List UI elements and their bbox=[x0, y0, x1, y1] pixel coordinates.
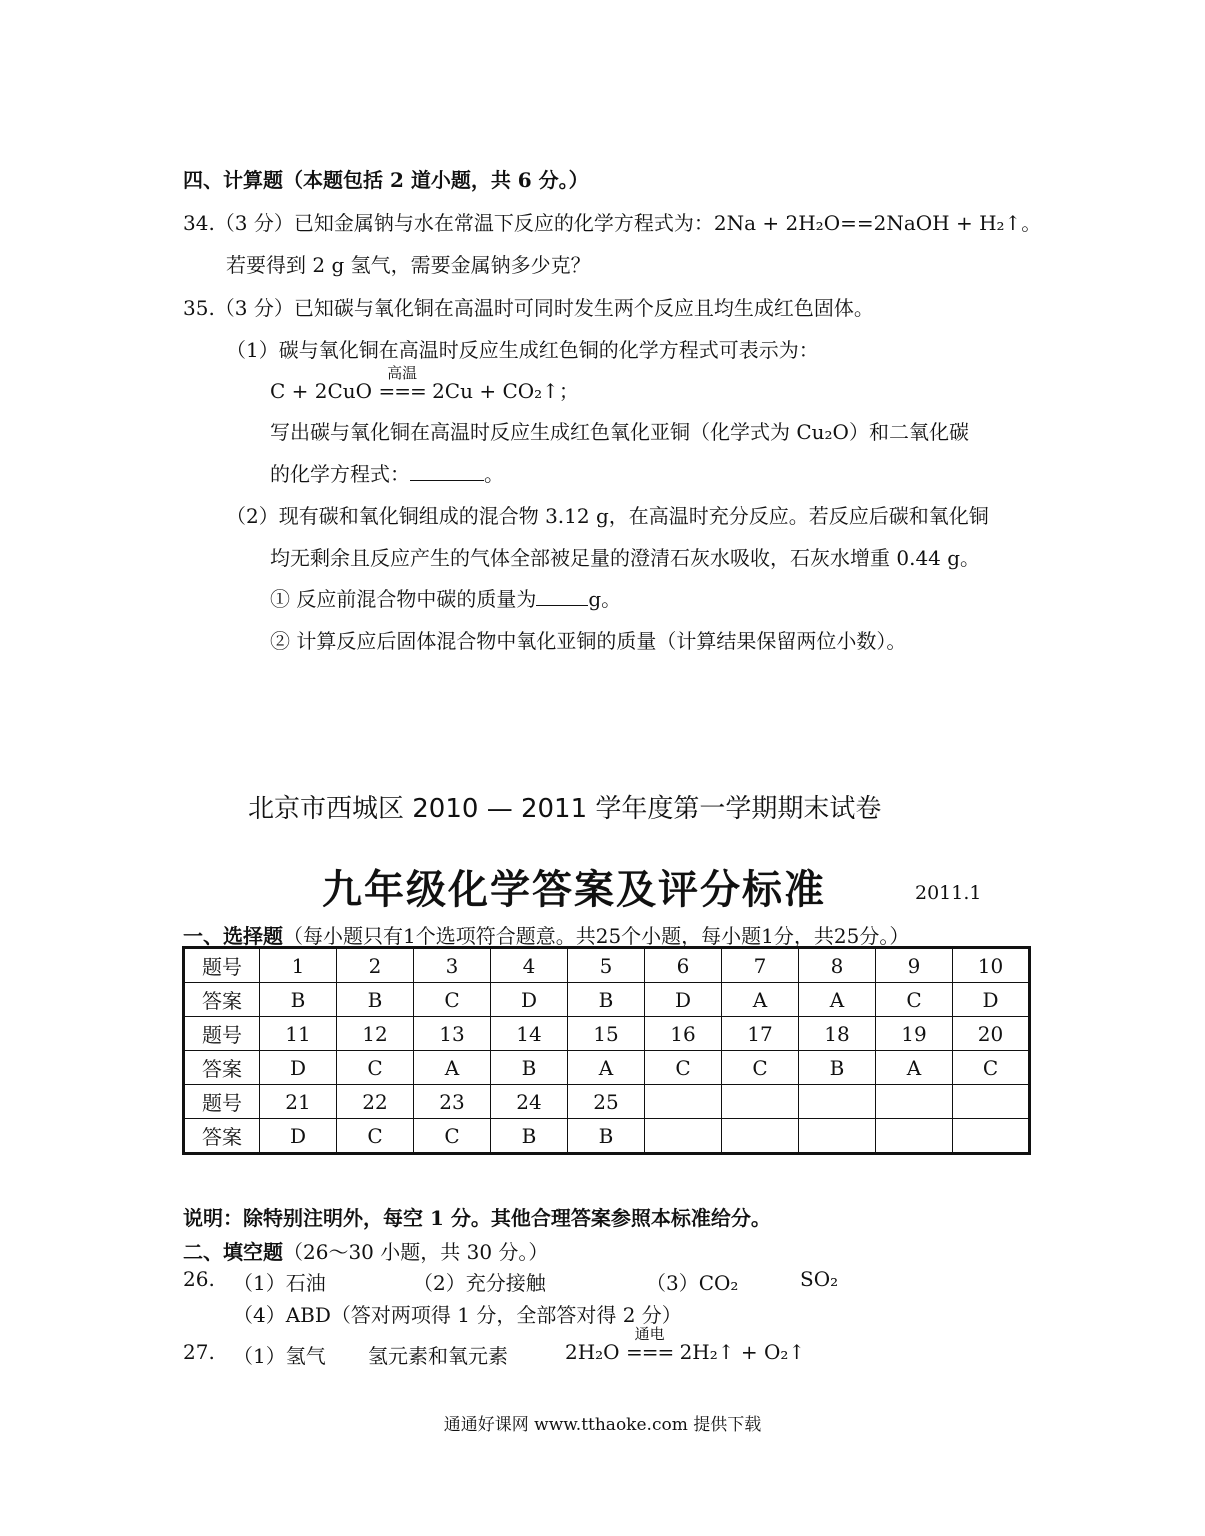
q35-sub1-line4-text: 的化学方程式： bbox=[270, 462, 410, 486]
answer-cell: B bbox=[568, 983, 645, 1017]
equation-right: 2H₂↑ + O₂↑ bbox=[673, 1340, 806, 1364]
q35-equation bbox=[270, 364, 579, 404]
section2-heading bbox=[183, 1236, 548, 1265]
question-number: 20 bbox=[953, 1017, 1030, 1051]
answer-blank bbox=[410, 460, 484, 481]
q35-sub1-line4-end: 。 bbox=[484, 462, 504, 486]
question-number: 25 bbox=[568, 1085, 645, 1119]
answer-cell: D bbox=[260, 1051, 337, 1085]
answer-cell: A bbox=[876, 1051, 953, 1085]
answer-cell: C bbox=[337, 1051, 414, 1085]
question-number: 14 bbox=[491, 1017, 568, 1051]
question-number: 12 bbox=[337, 1017, 414, 1051]
answer-cell: A bbox=[414, 1051, 491, 1085]
answer-blank bbox=[536, 585, 588, 606]
section1-heading bbox=[183, 920, 909, 949]
answer-key-title: 九年级化学答案及评分标准 bbox=[322, 867, 826, 913]
answer-cell bbox=[953, 1119, 1030, 1154]
question-number: 19 bbox=[876, 1017, 953, 1051]
q35-item1 bbox=[270, 583, 621, 612]
equation-sign: === bbox=[378, 379, 426, 403]
q26-answer-3b: SO₂ bbox=[800, 1267, 839, 1291]
answer-cell: A bbox=[722, 983, 799, 1017]
answer-cell: D bbox=[491, 983, 568, 1017]
answer-cell: B bbox=[260, 983, 337, 1017]
section2-label: 二、填空题 bbox=[183, 1240, 283, 1264]
table-row bbox=[184, 983, 1030, 1017]
q26-answer-2: （2）充分接触 bbox=[413, 1271, 546, 1295]
question-number: 15 bbox=[568, 1017, 645, 1051]
question-number: 10 bbox=[953, 948, 1030, 983]
question-number: 5 bbox=[568, 948, 645, 983]
row-label: 答案 bbox=[184, 1119, 260, 1154]
question-number: 21 bbox=[260, 1085, 337, 1119]
table-row bbox=[184, 1085, 1030, 1119]
q26-number: 26. bbox=[183, 1267, 215, 1291]
condition-label: 高温 bbox=[387, 364, 418, 382]
q35-item1-end: g。 bbox=[588, 587, 622, 611]
table-row bbox=[184, 948, 1030, 983]
condition-label: 通电 bbox=[634, 1325, 665, 1343]
q27-equation bbox=[565, 1325, 806, 1364]
q35-sub1-line4 bbox=[270, 458, 504, 487]
page-footer: 通通好课网 www.tthaoke.com 提供下载 bbox=[443, 1415, 762, 1435]
section-heading-calc: 四、计算题（本题包括 2 道小题，共 6 分。） bbox=[183, 168, 589, 192]
question-number: 24 bbox=[491, 1085, 568, 1119]
q35-sub2-line1: （2）现有碳和氧化铜组成的混合物 3.12 g，在高温时充分反应。若反应后碳和氧化铜 bbox=[226, 504, 989, 528]
q35-sub1-line3: 写出碳与氧化铜在高温时反应生成红色氧化亚铜（化学式为 Cu₂O）和二氧化碳 bbox=[270, 420, 969, 444]
answer-cell bbox=[799, 1119, 876, 1154]
q26-answer-3: （3）CO₂ bbox=[646, 1271, 739, 1295]
row-label: 题号 bbox=[184, 1085, 260, 1119]
answer-cell bbox=[876, 1119, 953, 1154]
equation-right: 2Cu + CO₂↑； bbox=[425, 379, 579, 403]
section1-desc: （每小题只有1个选项符合题意。共25个小题，每小题1分，共25分。） bbox=[283, 924, 910, 948]
question-number: 2 bbox=[337, 948, 414, 983]
answer-cell: C bbox=[645, 1051, 722, 1085]
equation-left: 2H₂O bbox=[565, 1340, 626, 1364]
question-number: 9 bbox=[876, 948, 953, 983]
q34-line2: 若要得到 2 g 氢气，需要金属钠多少克？ bbox=[226, 253, 591, 277]
scoring-note: 说明：除特别注明外，每空 1 分。其他合理答案参照本标准给分。 bbox=[183, 1206, 771, 1230]
q26-answer-4: （4）ABD（答对两项得 1 分，全部答对得 2 分） bbox=[233, 1303, 682, 1327]
question-number: 4 bbox=[491, 948, 568, 983]
q35-sub1: （1）碳与氧化铜在高温时反应生成红色铜的化学方程式可表示为： bbox=[226, 338, 819, 362]
answer-cell: C bbox=[414, 1119, 491, 1154]
question-number: 18 bbox=[799, 1017, 876, 1051]
q27-answer-1b: 氢元素和氧元素 bbox=[368, 1344, 508, 1368]
question-number: 13 bbox=[414, 1017, 491, 1051]
answer-cell: C bbox=[337, 1119, 414, 1154]
q35-item1-text: ① 反应前混合物中碳的质量为 bbox=[270, 587, 537, 611]
q35-item2: ② 计算反应后固体混合物中氧化亚铜的质量（计算结果保留两位小数）。 bbox=[270, 629, 907, 653]
answer-cell: B bbox=[491, 1051, 568, 1085]
row-label: 答案 bbox=[184, 983, 260, 1017]
exam-title: 北京市西城区 2010 — 2011 学年度第一学期期末试卷 bbox=[248, 794, 882, 824]
question-number bbox=[953, 1085, 1030, 1119]
answer-cell: A bbox=[568, 1051, 645, 1085]
q27-answer-1: （1）氢气 bbox=[233, 1344, 326, 1368]
question-number bbox=[799, 1085, 876, 1119]
table-row bbox=[184, 1017, 1030, 1051]
equation-left: C + 2CuO bbox=[270, 379, 379, 403]
answer-cell: D bbox=[645, 983, 722, 1017]
section2-desc: （26～30 小题，共 30 分。） bbox=[283, 1240, 549, 1264]
answer-cell: C bbox=[876, 983, 953, 1017]
question-number: 6 bbox=[645, 948, 722, 983]
answer-cell: D bbox=[953, 983, 1030, 1017]
q35-line1: 35.（3 分）已知碳与氧化铜在高温时可同时发生两个反应且均生成红色固体。 bbox=[183, 296, 874, 320]
q26-answer-1: （1）石油 bbox=[233, 1271, 326, 1295]
answer-cell: C bbox=[953, 1051, 1030, 1085]
answer-cell bbox=[722, 1119, 799, 1154]
section1-label: 一、选择题 bbox=[183, 924, 283, 948]
reaction-condition bbox=[625, 1325, 674, 1364]
question-number: 3 bbox=[414, 948, 491, 983]
question-number: 1 bbox=[260, 948, 337, 983]
row-label: 题号 bbox=[184, 948, 260, 983]
table-row bbox=[184, 1051, 1030, 1085]
question-number: 7 bbox=[722, 948, 799, 983]
q34-line1: 34.（3 分）已知金属钠与水在常温下反应的化学方程式为：2Na + 2H₂O==2NaOH + H₂↑。 bbox=[183, 211, 1042, 235]
question-number: 11 bbox=[260, 1017, 337, 1051]
answer-cell: C bbox=[414, 983, 491, 1017]
q27-number: 27. bbox=[183, 1340, 215, 1364]
question-number: 23 bbox=[414, 1085, 491, 1119]
answer-cell: B bbox=[568, 1119, 645, 1154]
row-label: 答案 bbox=[184, 1051, 260, 1085]
q35-sub2-line2: 均无剩余且反应产生的气体全部被足量的澄清石灰水吸收，石灰水增重 0.44 g。 bbox=[270, 546, 981, 570]
question-number: 16 bbox=[645, 1017, 722, 1051]
question-number: 8 bbox=[799, 948, 876, 983]
question-number: 17 bbox=[722, 1017, 799, 1051]
answer-cell: B bbox=[799, 1051, 876, 1085]
answer-cell: B bbox=[491, 1119, 568, 1154]
reaction-condition bbox=[378, 364, 426, 403]
answer-cell: B bbox=[337, 983, 414, 1017]
answer-cell: A bbox=[799, 983, 876, 1017]
question-number bbox=[722, 1085, 799, 1119]
question-number bbox=[645, 1085, 722, 1119]
answer-cell bbox=[645, 1119, 722, 1154]
equation-sign: === bbox=[625, 1340, 674, 1364]
answer-table bbox=[182, 946, 1031, 1155]
answer-cell: C bbox=[722, 1051, 799, 1085]
question-number bbox=[876, 1085, 953, 1119]
row-label: 题号 bbox=[184, 1017, 260, 1051]
answer-cell: D bbox=[260, 1119, 337, 1154]
answer-key-date: 2011.1 bbox=[915, 882, 982, 904]
table-row bbox=[184, 1119, 1030, 1154]
question-number: 22 bbox=[337, 1085, 414, 1119]
